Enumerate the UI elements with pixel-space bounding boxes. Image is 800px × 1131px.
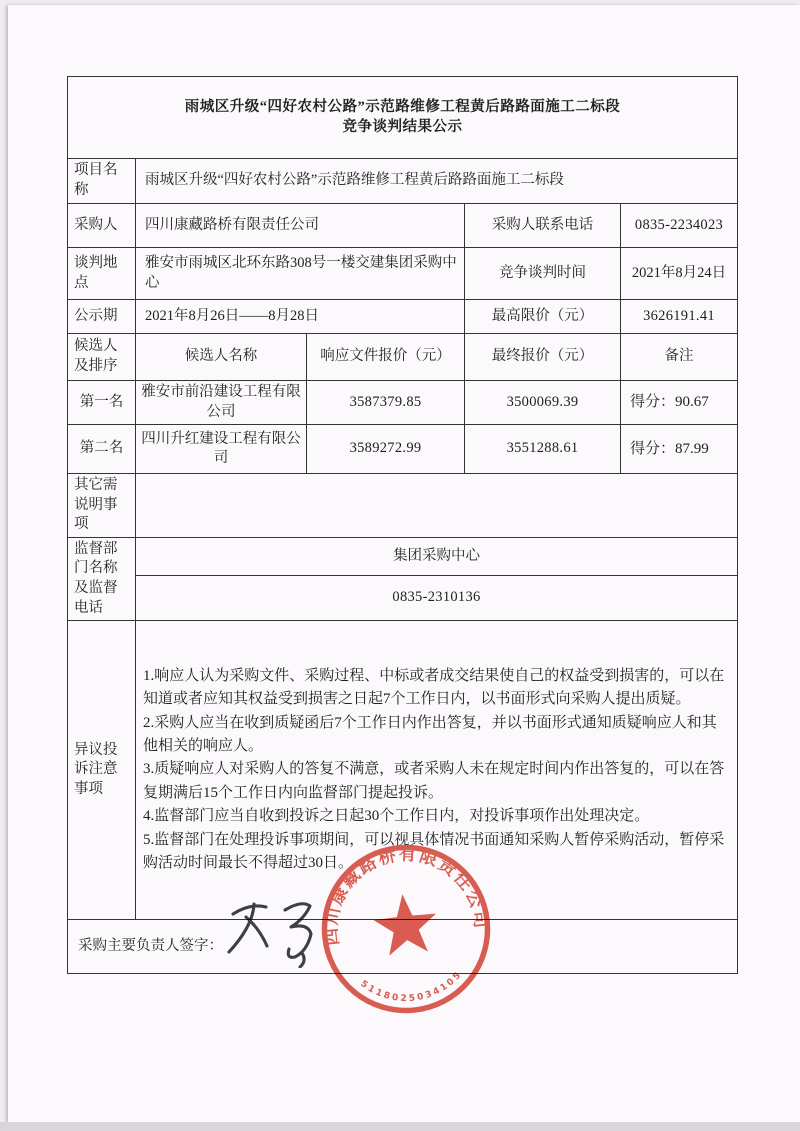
title-line-2: 竞争谈判结果公示 [342, 118, 463, 135]
other-notes-label: 其它需说明事项 [68, 474, 136, 538]
objection-item-4: 4.监督部门应当自收到投诉之日起30个工作日内，对投诉事项作出处理决定。 [143, 808, 650, 825]
venue-row [68, 248, 738, 300]
max-price-value: 3626191.41 [621, 300, 738, 334]
purchaser-phone-label: 采购人联系电话 [465, 204, 621, 248]
final-price-header: 最终报价（元） [465, 334, 621, 381]
signature-label: 采购主要负责人签字： [68, 920, 738, 974]
objection-item-3: 3.质疑响应人对采购人的答复不满意，或者采购人未在规定时间内作出答复的，可以在答复期满后15个工作日内向监督部门提起投诉。 [143, 761, 725, 801]
seal-number-text: 5118025034105 [358, 969, 465, 1005]
purchaser-row [68, 204, 738, 248]
project-name-value: 雨城区升级“四好农村公路”示范路维修工程黄后路路面施工二标段 [136, 159, 738, 204]
other-notes-row [68, 474, 738, 538]
doc-price-header: 响应文件报价（元） [307, 334, 465, 381]
purchaser-phone-value: 0835-2234023 [621, 204, 738, 248]
candidate-2-doc-price: 3589272.99 [307, 425, 465, 474]
company-seal [309, 832, 502, 1025]
seal-star-icon [371, 891, 440, 957]
candidate-2-rank: 第二名 [68, 425, 136, 474]
supervision-label: 监督部门名称及监督电话 [68, 537, 136, 620]
note-header: 备注 [621, 334, 738, 381]
publicity-period-label: 公示期 [68, 300, 136, 334]
document-title [68, 77, 738, 159]
objection-item-5: 5.监督部门在处理投诉事项期间，可以视具体情况书面通知采购人暂停采购活动，暂停采购活动时间最长不得超过30日。 [143, 831, 725, 871]
supervision-department: 集团采购中心 [136, 537, 738, 575]
publicity-period-value: 2021年8月26日——8月28日 [136, 300, 465, 334]
candidate-name-header: 候选人名称 [136, 334, 307, 381]
negotiation-time-value: 2021年8月24日 [621, 248, 738, 300]
candidate-2-name: 四川升红建设工程有限公司 [136, 425, 307, 474]
purchaser-label: 采购人 [68, 204, 136, 248]
candidate-1-rank: 第一名 [68, 381, 136, 425]
other-notes-value [136, 474, 738, 538]
supervision-phone: 0835-2310136 [136, 575, 738, 620]
supervision-dept-row [68, 537, 738, 575]
candidates-header-row [68, 334, 738, 381]
project-name-row [68, 159, 738, 204]
candidate-2-note: 得分：87.99 [621, 425, 738, 474]
venue-value: 雅安市雨城区北环东路308号一楼交建集团采购中心 [136, 248, 465, 300]
candidate-row-1 [68, 381, 738, 425]
announcement-table [67, 76, 738, 974]
objection-label: 异议投诉注意事项 [68, 621, 136, 920]
candidate-2-final-price: 3551288.61 [465, 425, 621, 474]
supervision-phone-row [68, 575, 738, 620]
candidate-row-2 [68, 425, 738, 474]
venue-label: 谈判地点 [68, 248, 136, 300]
project-name-label: 项目名称 [68, 159, 136, 204]
candidates-rank-header: 候选人及排序 [68, 334, 136, 381]
max-price-label: 最高限价（元） [465, 300, 621, 334]
scan-edge-bottom [0, 1122, 800, 1131]
candidate-1-name: 雅安市前沿建设工程有限公司 [136, 381, 307, 425]
objection-item-1: 1.响应人认为采购文件、采购过程、中标或者成交结果使自己的权益受到损害的，可以在知道或者应知其权益受到损害之日起7个工作日内，以书面形式向采购人提出质疑。 [143, 667, 725, 708]
publicity-period-row [68, 300, 738, 334]
title-line-1: 雨城区升级“四好农村公路”示范路维修工程黄后路路面施工二标段 [184, 98, 621, 115]
candidate-1-doc-price: 3587379.85 [307, 381, 465, 425]
objection-item-2: 2.采购人应当在收到质疑函后7个工作日内作出答复，并以书面形式通知质疑响应人和其他相关的响应人。 [143, 714, 717, 754]
negotiation-time-label: 竞争谈判时间 [465, 248, 621, 300]
candidate-1-note: 得分：90.67 [621, 381, 738, 425]
title-row [68, 77, 738, 159]
candidate-1-final-price: 3500069.39 [465, 381, 621, 425]
purchaser-value: 四川康藏路桥有限责任公司 [136, 204, 465, 248]
seal-company-text: 四川康藏路桥有限责任公司 [320, 843, 492, 947]
